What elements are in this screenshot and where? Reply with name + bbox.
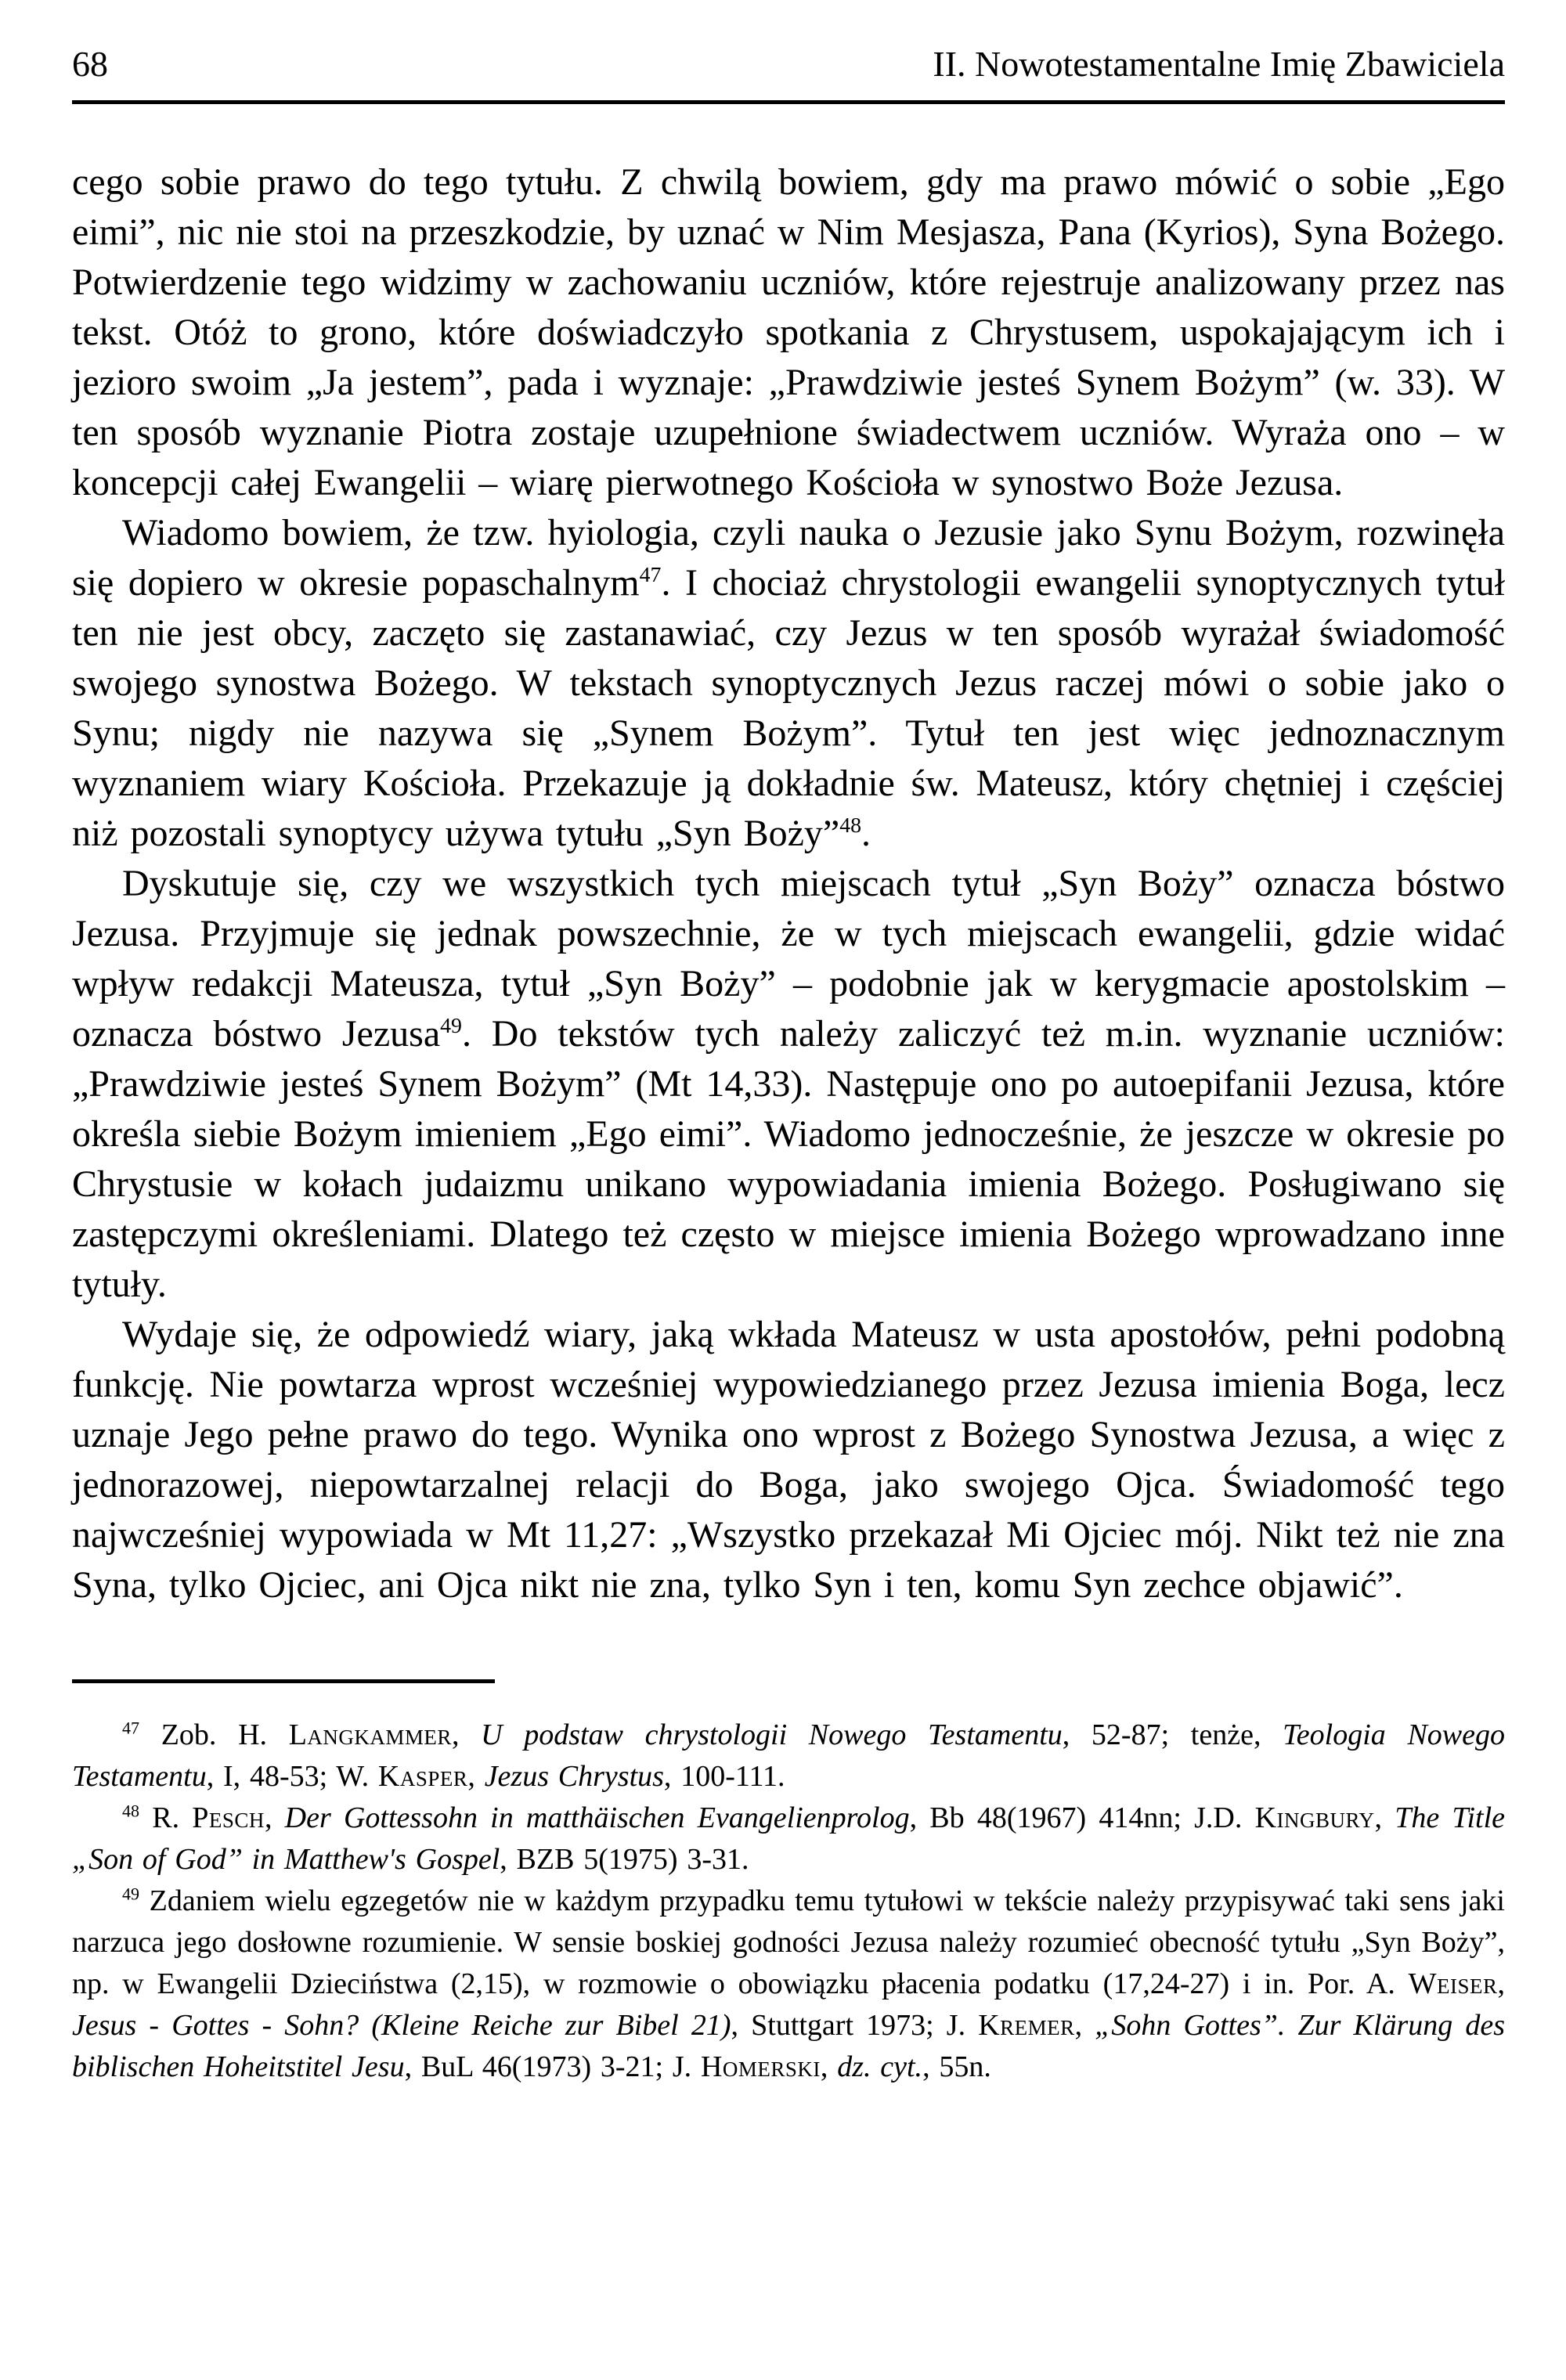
body-text bbox=[72, 157, 1505, 1610]
text-run: Kasper bbox=[377, 1760, 468, 1793]
text-run: , 52-87; tenże, bbox=[1062, 1718, 1283, 1751]
text-run: Jesus - Gottes - Sohn? (Kleine Reiche zur Bibel 21) bbox=[72, 2009, 731, 2042]
footnote-reference: 48 bbox=[122, 1801, 140, 1821]
text-run: , bbox=[1497, 1967, 1505, 2000]
text-run: U podstaw chrystologii Nowego Testamentu bbox=[481, 1718, 1063, 1751]
text-run: , BZB 5(1975) 3-31. bbox=[500, 1843, 749, 1876]
text-run: . bbox=[861, 813, 871, 854]
paragraph bbox=[72, 1310, 1505, 1610]
footnote-separator-rule bbox=[72, 1679, 495, 1683]
footnote-reference: 47 bbox=[122, 1718, 140, 1738]
footnote-reference: 48 bbox=[839, 813, 862, 838]
text-run: , bbox=[264, 1801, 285, 1834]
text-run: Wiadomo bowiem, że tzw. hyiologia, czyli nauka o Jezusie jako Synu Bożym, rozwinęła się dopiero w okresie popaschalnym bbox=[72, 512, 1505, 604]
text-run: Teologia Nowego Testamentu bbox=[72, 1718, 1505, 1793]
text-run: Langkammer bbox=[288, 1718, 452, 1751]
text-run: , Bb 48(1967) 414nn; J.D. bbox=[909, 1801, 1255, 1834]
text-run: , Stuttgart 1973; J. bbox=[731, 2009, 979, 2042]
paragraph bbox=[72, 859, 1505, 1310]
text-run: , BuL 46(1973) 3-21; J. bbox=[404, 2050, 701, 2083]
footnote-reference: 49 bbox=[122, 1884, 140, 1904]
text-run: Kremer bbox=[978, 2009, 1075, 2042]
text-run: Weiser bbox=[1408, 1967, 1498, 2000]
footnotes-section bbox=[72, 1715, 1505, 2088]
header-rule bbox=[72, 100, 1505, 104]
text-run: Jezus Chrystus bbox=[484, 1760, 664, 1793]
text-run: Homerski bbox=[700, 2050, 821, 2083]
text-run: . Do tekstów tych należy zaliczyć też m.in. wyznanie uczniów: „Prawdziwie jesteś Synem Bożym” (Mt 14,33). Następuje ono po autoepifanii Jezusa, które określa siebie Bożym imieniem „Ego eimi”. Wiadomo jednocześnie, że jeszcze w okresie po Chrystusie w kołach judaizmu unikano wypowiadania imienia Bożego. Posługiwano się zastępczymi określeniami. Dlatego też często w miejsce imienia Bożego wprowadzano inne tytuły. bbox=[72, 1013, 1505, 1305]
text-run: , bbox=[467, 1760, 485, 1793]
footnote-item bbox=[72, 1715, 1505, 1798]
text-run: R. bbox=[139, 1801, 193, 1834]
text-run: , bbox=[1074, 2009, 1095, 2042]
text-run: , bbox=[451, 1718, 482, 1751]
text-run: Der Gottessohn in matthäischen Evangelienprolog bbox=[284, 1801, 910, 1834]
text-run: . I chociaż chrystologii ewangelii synoptycznych tytuł ten nie jest obcy, zaczęto się zastanawiać, czy Jezus w ten sposób wyrażał świadomość swojego synostwa Bożego. W tekstach synoptycznych Jezus raczej mówi o sobie jako o Synu; nigdy nie nazywa się „Synem Bożym”. Tytuł ten jest więc jednoznacznym wyznaniem wiary Kościoła. Przekazuje ją dokładnie św. Mateusz, który chętniej i częściej niż pozostali synoptycy używa tytułu „Syn Boży” bbox=[72, 562, 1505, 854]
text-run: , I, 48-53; W. bbox=[206, 1760, 378, 1793]
page-header bbox=[72, 44, 1505, 85]
text-run: , bbox=[820, 2050, 838, 2083]
running-title: II. Nowotestamentalne Imię Zbawiciela bbox=[933, 44, 1505, 84]
footnote-item bbox=[72, 1881, 1505, 2088]
text-run: Wydaje się, że odpowiedź wiary, jaką wkłada Mateusz w usta apostołów, pełni podobną funkcję. Nie powtarza wprost wcześniej wypowiedzianego przez Jezusa imienia Boga, lecz uznaje Jego pełne prawo do tego. Wynika ono wprost z Bożego Synostwa Jezusa, a więc z jednorazowej, niepowtarzalnej relacji do Boga, jako swojego Ojca. Świadomość tego najwcześniej wypowiada w Mt 11,27: „Wszystko przekazał Mi Ojciec mój. Nikt też nie zna Syna, tylko Ojciec, ani Ojca nikt nie zna, tylko Syn i ten, komu Syn zechce objawić”. bbox=[72, 1314, 1505, 1606]
text-run: „Sohn Gottes”. Zur Klärung des biblischen Hoheitstitel Jesu bbox=[72, 2009, 1506, 2083]
paragraph bbox=[72, 157, 1505, 508]
footnote-reference: 49 bbox=[440, 1014, 462, 1038]
paragraph bbox=[72, 508, 1505, 859]
text-run: cego sobie prawo do tego tytułu. Z chwilą bowiem, gdy ma prawo mówić o sobie „Ego eimi”, nic nie stoi na przeszkodzie, by uznać w Nim Mesjasza, Pana (Kyrios), Syna Bożego. Potwierdzenie tego widzimy w zachowaniu uczniów, które rejestruje analizowany przez nas tekst. Otóż to grono, które doświadczyło spotkania z Chrystusem, uspokajającym ich i jezioro swoim „Ja jestem”, pada i wyznaje: „Prawdziwie jesteś Synem Bożym” (w. 33). W ten sposób wyznanie Piotra zostaje uzupełnione świadectwem uczniów. Wyraża ono – w koncepcji całej Ewangelii – wiarę pierwotnego Kościoła w synostwo Boże Jezusa. bbox=[72, 161, 1505, 503]
text-run: dz. cyt. bbox=[837, 2050, 923, 2083]
text-run: , bbox=[1374, 1801, 1395, 1834]
text-run: Zob. H. bbox=[139, 1718, 289, 1751]
text-run: Pesch bbox=[192, 1801, 265, 1834]
footnote-item bbox=[72, 1798, 1505, 1881]
text-run: Dyskutuje się, czy we wszystkich tych miejscach tytuł „Syn Boży” oznacza bóstwo Jezusa. Przyjmuje się jednak powszechnie, że w tych miejscach ewangelii, gdzie widać wpływ redakcji Mateusza, tytuł „Syn Boży” – podobnie jak w kerygmacie apostolskim – oznacza bóstwo Jezusa bbox=[72, 863, 1505, 1055]
text-run: , 55n. bbox=[922, 2050, 991, 2083]
text-run: , 100-111. bbox=[663, 1760, 785, 1793]
text-run: Kingbury bbox=[1254, 1801, 1375, 1834]
footnote-reference: 47 bbox=[639, 563, 662, 587]
text-run: Zdaniem wielu egzegetów nie w każdym przypadku temu tytułowi w tekście należy przypisywać taki sens jaki narzuca jego dosłowne rozumienie. W sensie boskiej godności Jezusa należy rozumieć obecność tytułu „Syn Boży”, np. w Ewangelii Dzieciństwa (2,15), w rozmowie o obowiązku płacenia podatku (17,24-27) i in. Por. A. bbox=[72, 1884, 1505, 2000]
page-number: 68 bbox=[72, 44, 108, 84]
text-run: The Title „Son of God” in Matthew's Gospel bbox=[72, 1801, 1506, 1876]
